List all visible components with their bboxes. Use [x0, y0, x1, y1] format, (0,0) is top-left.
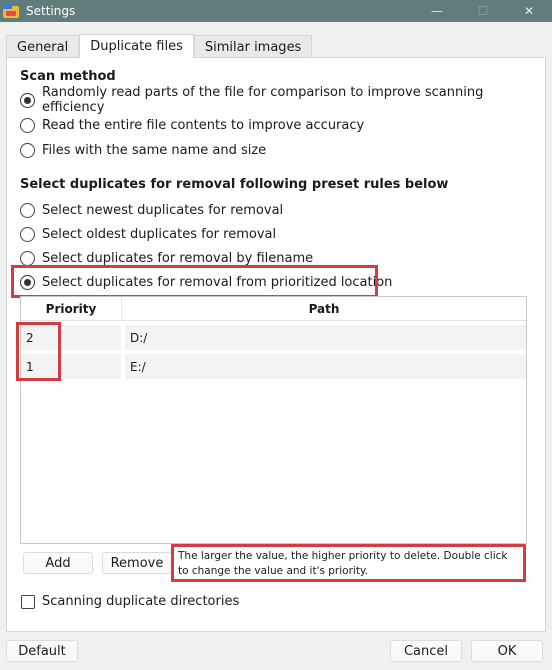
radio-label: Files with the same name and size	[42, 142, 267, 158]
radio-label: Select duplicates for removal from prioritized location	[42, 274, 393, 290]
column-header-priority[interactable]: Priority	[45, 302, 97, 316]
window-controls	[414, 0, 552, 22]
radio-unchecked[interactable]	[20, 227, 35, 242]
path-cell[interactable]: D:/	[125, 325, 526, 350]
scan-method-title: Scan method	[20, 69, 116, 84]
highlight-box	[16, 322, 61, 381]
remove-button[interactable]: Remove	[102, 552, 172, 574]
radio-label: Select oldest duplicates for removal	[42, 226, 277, 242]
default-button[interactable]: Default	[6, 640, 78, 662]
radio-checked[interactable]	[20, 93, 35, 108]
scan-option-name-size[interactable]	[20, 141, 266, 159]
priority-cell[interactable]: 1	[21, 354, 121, 379]
rule-option-oldest[interactable]	[20, 225, 276, 243]
tab-duplicate-files[interactable]: Duplicate files	[79, 34, 194, 58]
removal-rules-title: Select duplicates for removal following preset rules below	[20, 177, 449, 192]
priority-table[interactable]	[20, 296, 527, 544]
add-button[interactable]: Add	[23, 552, 93, 574]
table-row[interactable]	[21, 354, 526, 381]
scan-dirs-option[interactable]	[21, 594, 239, 609]
scan-option-entire[interactable]	[20, 116, 364, 134]
radio-label: Randomly read parts of the file for comparison to improve scanning efficiency	[42, 85, 484, 115]
radio-label: Read the entire file contents to improve accuracy	[42, 117, 365, 133]
radio-unchecked[interactable]	[20, 251, 35, 266]
tab-general[interactable]: General	[6, 35, 79, 58]
column-header-path[interactable]: Path	[121, 297, 526, 321]
tooltip: The larger the value, the higher priority to delete. Double click to change the value and it's priority.	[171, 544, 526, 582]
scan-option-random[interactable]	[20, 85, 545, 115]
cancel-button[interactable]: Cancel	[390, 640, 462, 662]
checkbox-label: Scanning duplicate directories	[42, 594, 240, 609]
radio-label: Select duplicates for removal by filename	[42, 250, 314, 266]
highlight-box	[11, 265, 378, 298]
title-bar	[0, 0, 552, 22]
checkbox[interactable]	[21, 595, 35, 609]
rule-option-newest[interactable]	[20, 201, 283, 219]
app-icon	[3, 3, 19, 19]
radio-label: Select newest duplicates for removal	[42, 202, 284, 218]
maximize-icon[interactable]: ☐	[477, 4, 489, 18]
tab-bar	[6, 34, 312, 58]
close-icon[interactable]: ✕	[523, 4, 535, 18]
priority-cell[interactable]: 2	[21, 325, 121, 350]
radio-unchecked[interactable]	[20, 118, 35, 133]
minimize-icon[interactable]: —	[431, 4, 443, 18]
radio-unchecked[interactable]	[20, 203, 35, 218]
tab-panel	[6, 57, 546, 632]
table-row[interactable]	[21, 325, 526, 352]
path-cell[interactable]: E:/	[125, 354, 526, 379]
tab-similar-images[interactable]: Similar images	[194, 35, 312, 58]
ok-button[interactable]: OK	[471, 640, 543, 662]
window-title: Settings	[26, 4, 76, 18]
table-header	[21, 297, 526, 321]
radio-unchecked[interactable]	[20, 143, 35, 158]
